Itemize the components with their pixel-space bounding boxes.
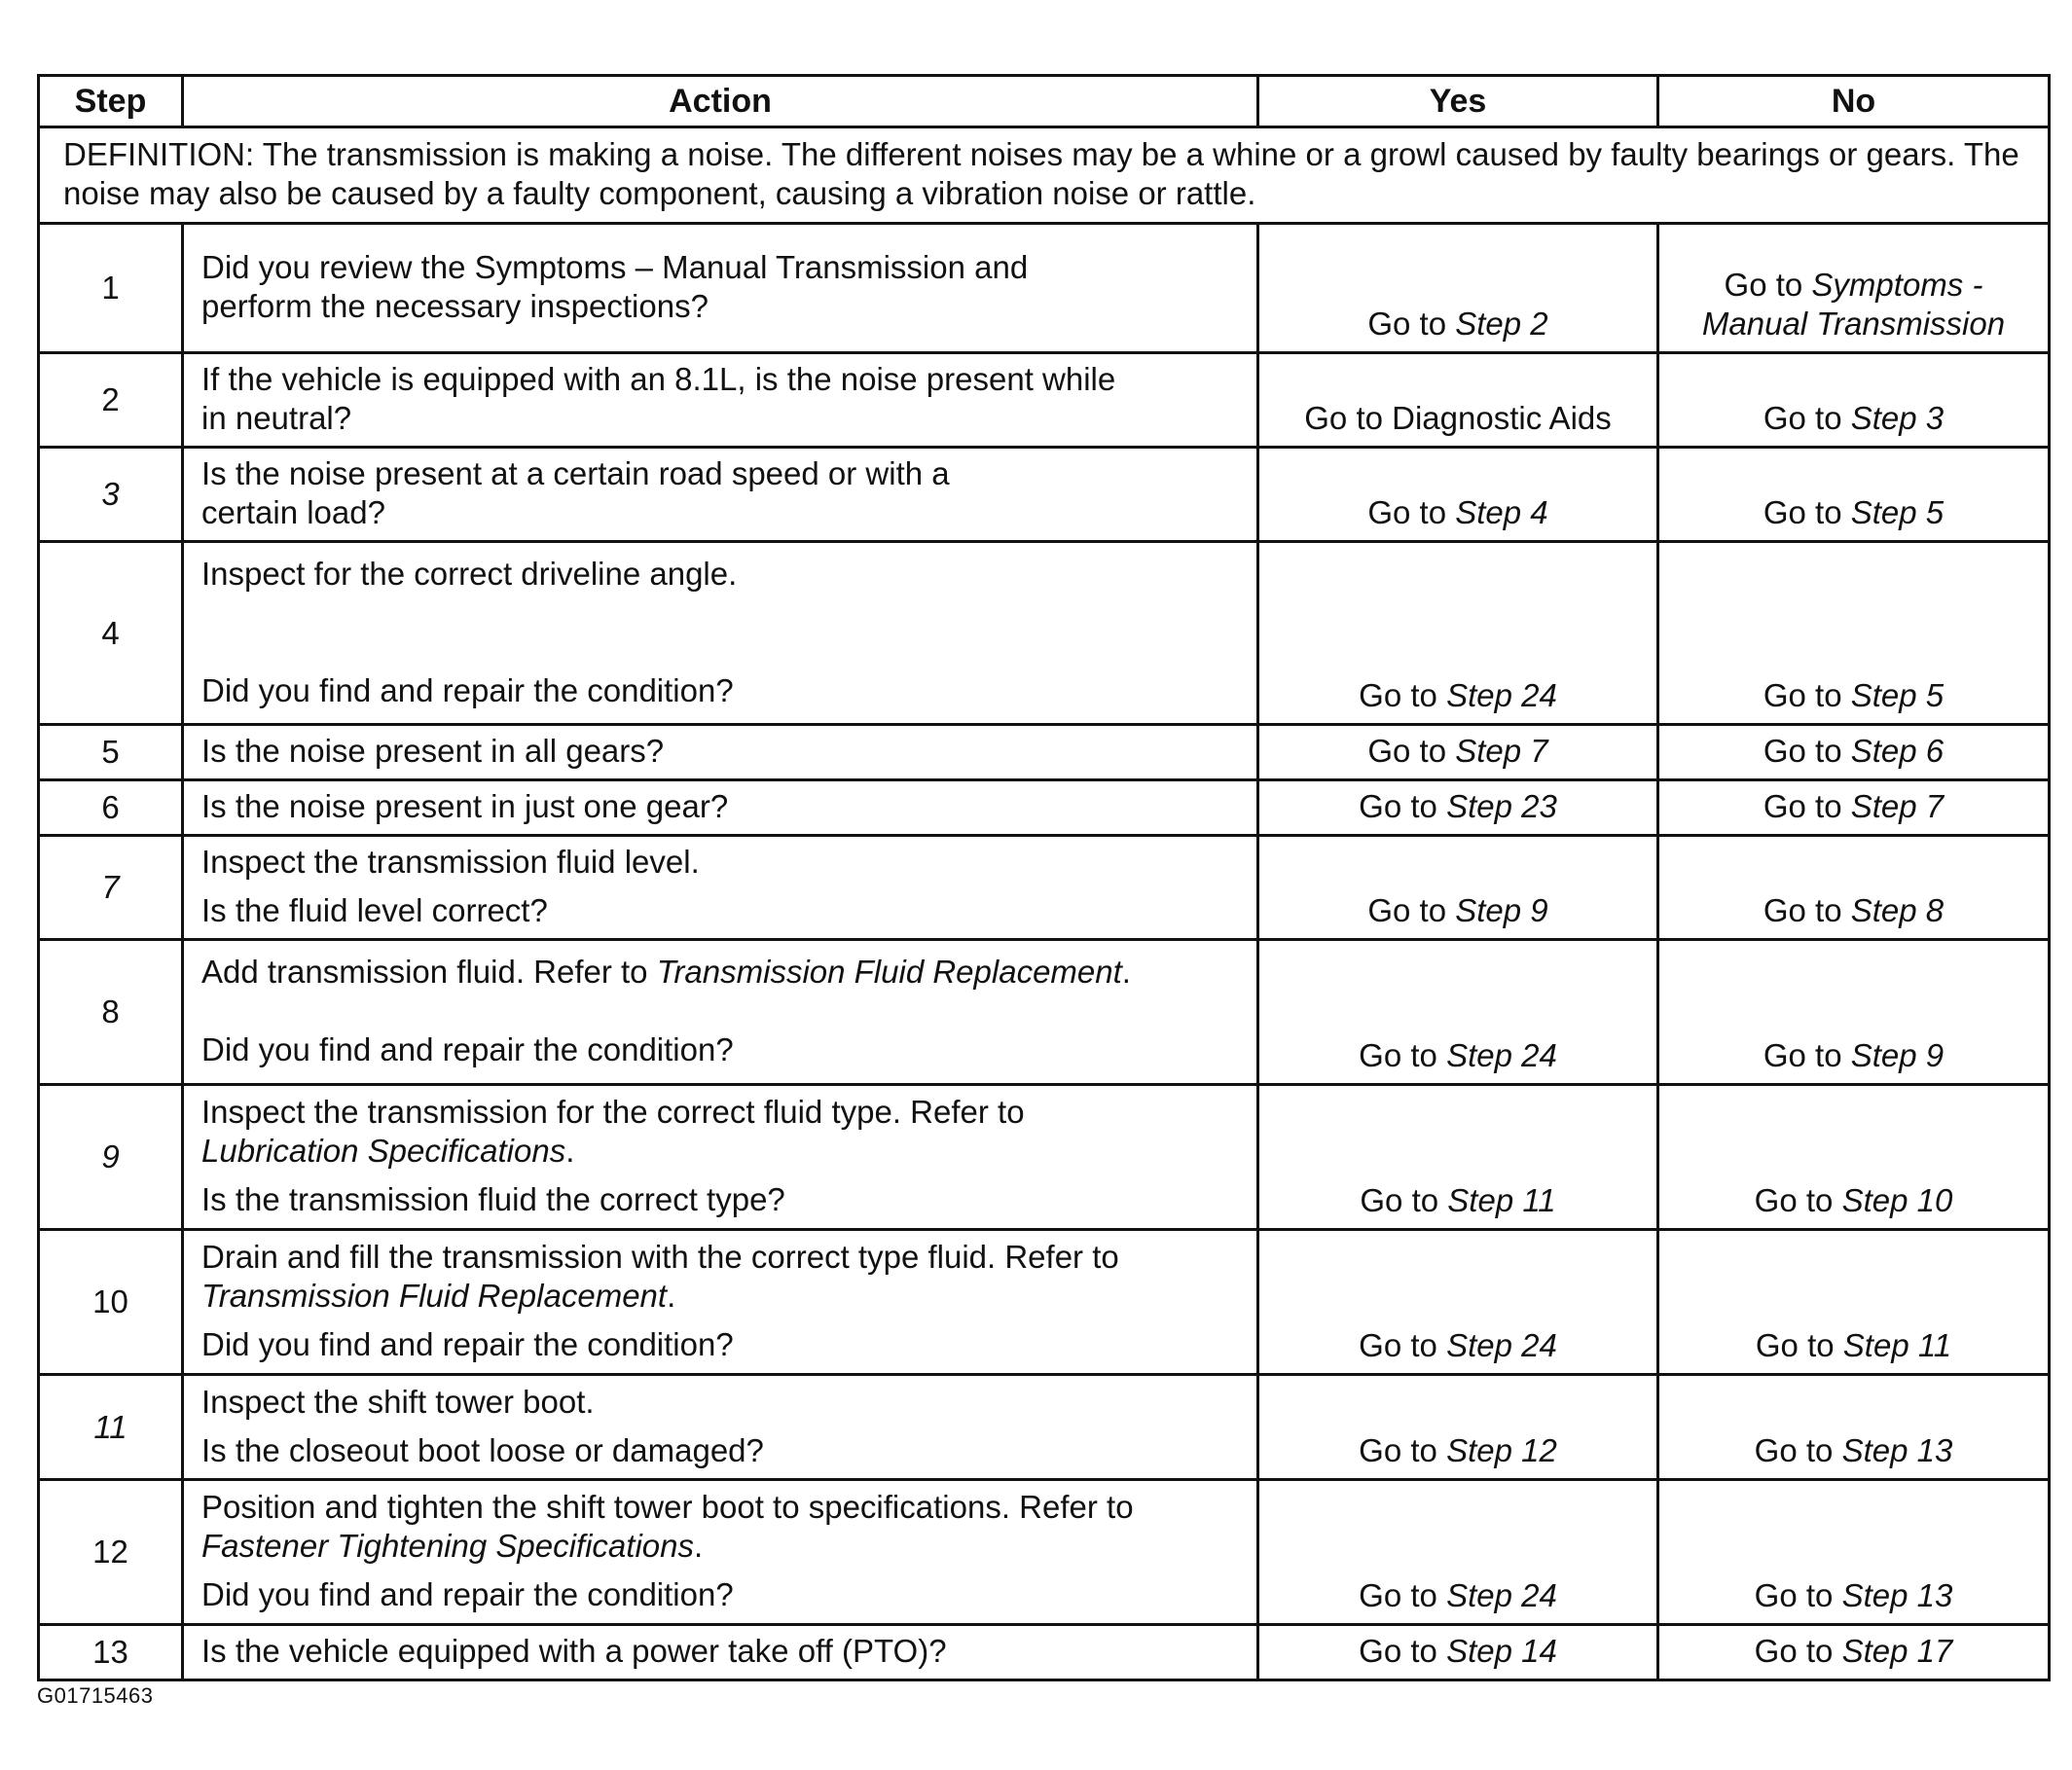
no-cell (1658, 940, 2050, 1085)
step-number: 8 (39, 940, 183, 1085)
action-line: Is the vehicle equipped with a power take off (PTO)? (201, 1633, 947, 1669)
no-cell (1658, 1625, 2050, 1680)
goto-prefix: Go to (1359, 1327, 1447, 1363)
yes-cell (1258, 725, 1658, 780)
action-line: Did you find and repair the condition? (201, 671, 734, 708)
table-row (39, 1085, 2050, 1230)
yes-cell (1258, 1085, 1658, 1230)
goto-prefix: Go to (1754, 1633, 1842, 1669)
goto-prefix: Go to (1763, 788, 1851, 824)
step-number: 13 (39, 1625, 183, 1680)
step-link[interactable]: Step 14 (1446, 1633, 1557, 1669)
yes-cell (1258, 1625, 1658, 1680)
procedure-link[interactable]: Fastener Tightening Specifications (201, 1528, 694, 1564)
yes-cell (1258, 1230, 1658, 1375)
action-line: Did you find and repair the condition? (201, 1576, 734, 1612)
goto-prefix: Go to (1755, 1327, 1843, 1363)
yes-cell (1258, 448, 1658, 542)
no-cell (1658, 1230, 2050, 1375)
table-row (39, 725, 2050, 780)
procedure-link[interactable]: Transmission Fluid Replacement (201, 1278, 668, 1314)
step-link[interactable]: Step 2 (1455, 306, 1548, 342)
table-row (39, 1375, 2050, 1480)
action-line: Is the noise present in just one gear? (201, 788, 729, 824)
table-row (39, 940, 2050, 1085)
goto-prefix: Go to (1724, 267, 1812, 303)
step-link[interactable]: Step 9 (1850, 1037, 1945, 1073)
no-cell (1658, 353, 2050, 448)
yes-cell (1258, 1375, 1658, 1480)
action-line: Is the closeout boot loose or damaged? (201, 1431, 764, 1468)
definition-row (39, 127, 2050, 224)
yes-cell (1258, 542, 1658, 725)
action-line: Is the fluid level correct? (201, 892, 548, 928)
action-line: Did you find and repair the condition? (201, 1326, 734, 1362)
action-line: Is the noise present at a certain road speed or with a (201, 455, 950, 491)
action-line: certain load? (201, 494, 385, 530)
goto-prefix: Go to (1763, 677, 1851, 713)
yes-cell (1258, 224, 1658, 353)
action-cell (183, 780, 1258, 836)
procedure-link[interactable]: Transmission Fluid Replacement (656, 954, 1122, 990)
no-cell (1658, 448, 2050, 542)
goto-prefix: Go to (1754, 1182, 1842, 1218)
action-cell (183, 448, 1258, 542)
action-cell (183, 836, 1258, 940)
step-number: 11 (39, 1375, 183, 1480)
goto-prefix: Go to (1763, 892, 1851, 928)
step-link[interactable]: Step 23 (1446, 788, 1557, 824)
goto-prefix: Go to (1360, 1182, 1448, 1218)
action-cell (183, 542, 1258, 725)
action-line: Did you review the Symptoms – Manual Transmission and (201, 249, 1029, 285)
no-cell (1658, 542, 2050, 725)
goto-prefix: Go to (1754, 1577, 1842, 1613)
no-cell (1658, 1375, 2050, 1480)
table-row (39, 448, 2050, 542)
goto-prefix: Go to (1359, 1633, 1447, 1669)
goto-prefix: Go to (1359, 1432, 1447, 1468)
goto-prefix: Go to (1763, 494, 1851, 530)
goto-prefix: Go to (1367, 892, 1456, 928)
action-cell (183, 224, 1258, 353)
goto-prefix: Go to (1763, 1037, 1851, 1073)
goto-prefix: Go to (1359, 788, 1447, 824)
definition-text: DEFINITION: The transmission is making a noise. The different noises may be a whine or a growl caused by faulty bearings or gears. The noise may also be caused by a faulty component, causing a vibration noise or rattle. (39, 127, 2050, 224)
table-row (39, 836, 2050, 940)
procedure-link[interactable]: Symptoms - (1811, 267, 1983, 303)
action-line: Did you find and repair the condition? (201, 1031, 734, 1067)
step-number: 1 (39, 224, 183, 353)
action-line: Drain and fill the transmission with the correct type fluid. Refer to (201, 1239, 1119, 1275)
header-step: Step (39, 76, 183, 127)
step-link[interactable]: Step 5 (1850, 677, 1945, 713)
punctuation: . (1121, 954, 1131, 990)
action-line: Inspect the shift tower boot. (201, 1383, 595, 1420)
step-number: 4 (39, 542, 183, 725)
header-no: No (1658, 76, 2050, 127)
step-link[interactable]: Step 9 (1455, 892, 1548, 928)
procedure-link[interactable]: Go to Diagnostic Aids (1304, 400, 1612, 436)
step-link[interactable]: Step 11 (1447, 1182, 1556, 1218)
yes-cell (1258, 1480, 1658, 1625)
step-link[interactable]: Step 7 (1455, 733, 1548, 769)
figure-id: G01715463 (37, 1683, 154, 1708)
action-cell (183, 1230, 1258, 1375)
no-cell (1658, 725, 2050, 780)
goto-prefix: Go to (1367, 733, 1456, 769)
step-number: 7 (39, 836, 183, 940)
goto-prefix: Go to (1763, 400, 1851, 436)
action-cell (183, 1625, 1258, 1680)
punctuation: . (667, 1278, 676, 1314)
step-number: 6 (39, 780, 183, 836)
procedure-link[interactable]: Manual Transmission (1701, 306, 2006, 342)
table-row (39, 1480, 2050, 1625)
table-row (39, 1625, 2050, 1680)
action-line: Inspect the transmission for the correct fluid type. Refer to (201, 1094, 1025, 1130)
action-text: Add transmission fluid. Refer to (201, 954, 657, 990)
goto-prefix: Go to (1359, 1037, 1447, 1073)
no-cell (1658, 836, 2050, 940)
action-line: Is the noise present in all gears? (201, 733, 665, 769)
header-action: Action (183, 76, 1258, 127)
punctuation: . (694, 1528, 704, 1564)
action-cell (183, 1085, 1258, 1230)
action-cell (183, 725, 1258, 780)
step-number: 5 (39, 725, 183, 780)
action-cell (183, 1375, 1258, 1480)
step-link[interactable]: Step 6 (1850, 733, 1945, 769)
step-link[interactable]: Step 13 (1841, 1577, 1953, 1613)
action-line: in neutral? (201, 400, 352, 436)
header-yes: Yes (1258, 76, 1658, 127)
action-line: perform the necessary inspections? (201, 288, 709, 324)
table-row (39, 353, 2050, 448)
step-number: 3 (39, 448, 183, 542)
step-number: 9 (39, 1085, 183, 1230)
table-row (39, 1230, 2050, 1375)
yes-cell (1258, 940, 1658, 1085)
table-row (39, 224, 2050, 353)
step-link[interactable]: Step 17 (1841, 1633, 1953, 1669)
goto-prefix: Go to (1754, 1432, 1842, 1468)
step-link[interactable]: Step 13 (1841, 1432, 1953, 1468)
no-cell (1658, 1085, 2050, 1230)
step-link[interactable]: Step 12 (1446, 1432, 1557, 1468)
no-cell (1658, 780, 2050, 836)
action-cell (183, 1480, 1258, 1625)
step-number: 2 (39, 353, 183, 448)
action-line: Position and tighten the shift tower boot to specifications. Refer to (201, 1489, 1134, 1525)
goto-prefix: Go to (1367, 494, 1456, 530)
goto-prefix: Go to (1763, 733, 1851, 769)
action-cell (183, 353, 1258, 448)
step-link[interactable]: Step 10 (1841, 1182, 1953, 1218)
no-cell (1658, 1480, 2050, 1625)
step-number: 12 (39, 1480, 183, 1625)
diagnostic-table (37, 74, 2051, 1681)
action-line: If the vehicle is equipped with an 8.1L, is the noise present while (201, 361, 1116, 397)
action-line: Inspect the transmission fluid level. (201, 844, 700, 880)
goto-prefix: Go to (1367, 306, 1456, 342)
goto-prefix: Go to (1359, 1577, 1447, 1613)
step-link[interactable]: Step 4 (1455, 494, 1548, 530)
punctuation: . (565, 1133, 575, 1169)
goto-prefix: Go to (1359, 677, 1447, 713)
action-line: Is the transmission fluid the correct type? (201, 1181, 785, 1217)
step-number: 10 (39, 1230, 183, 1375)
step-link[interactable]: Step 24 (1446, 677, 1557, 713)
step-link[interactable]: Step 5 (1850, 494, 1945, 530)
action-line: Inspect for the correct driveline angle. (201, 555, 738, 592)
step-link[interactable]: Step 8 (1850, 892, 1945, 928)
no-cell (1658, 224, 2050, 353)
step-link[interactable]: Step 7 (1850, 788, 1945, 824)
procedure-link[interactable]: Lubrication Specifications (201, 1133, 566, 1169)
yes-cell (1258, 780, 1658, 836)
yes-cell (1258, 836, 1658, 940)
step-link[interactable]: Step 3 (1850, 400, 1945, 436)
step-link[interactable]: Step 11 (1842, 1327, 1952, 1363)
table-header-row (39, 76, 2050, 127)
step-link[interactable]: Step 24 (1446, 1577, 1557, 1613)
yes-cell (1258, 353, 1658, 448)
table-row (39, 542, 2050, 725)
table-row (39, 780, 2050, 836)
step-link[interactable]: Step 24 (1446, 1037, 1557, 1073)
action-cell (183, 940, 1258, 1085)
step-link[interactable]: Step 24 (1446, 1327, 1557, 1363)
